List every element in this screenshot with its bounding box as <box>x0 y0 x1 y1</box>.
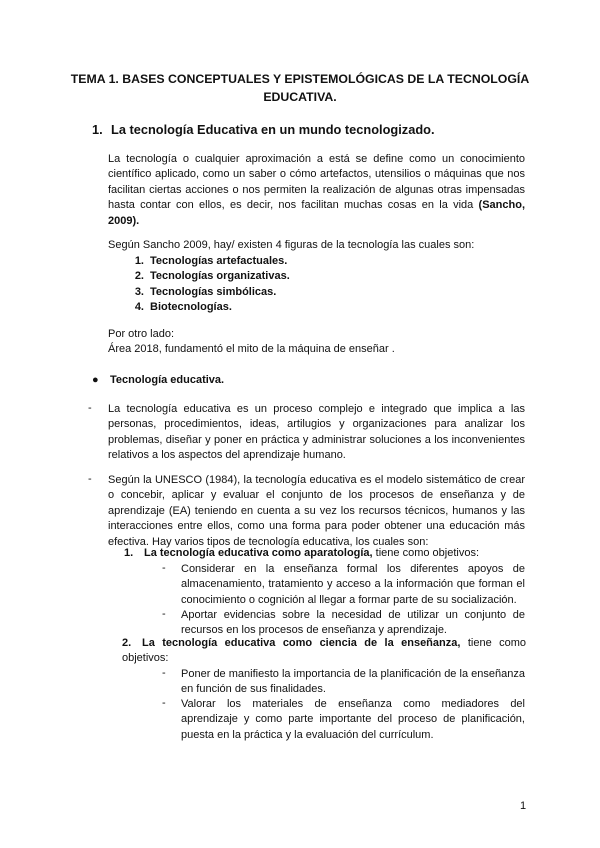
objective-item: Aportar evidencias sobre la necesidad de utilizar un conjunto de recursos en los procesos de enseñanza y aprendizaje. <box>181 609 525 637</box>
type-number: 1. <box>124 547 134 559</box>
list-number: 4. <box>134 301 144 314</box>
list-item-label: Biotecnologías. <box>150 301 232 314</box>
objective-item: Valorar los materiales de enseñanza como mediadores del aprendizaje y como parte importante del proceso de planificación, puesta en la práctica y la evaluación del currículum. <box>181 698 525 741</box>
type-suffix: tiene como objetivos: <box>122 637 526 665</box>
type-heading-1 <box>124 546 524 561</box>
document-title: TEMA 1. BASES CONCEPTUALES Y EPISTEMOLÓGICAS DE LA TECNOLOGÍA EDUCATIVA. <box>70 72 530 104</box>
list-item-label: Tecnologías artefactuales. <box>150 255 288 267</box>
paragraph-area: Área 2018, fundamentó el mito de la máquina de enseñar . <box>108 343 395 355</box>
dash-marker: - <box>162 697 166 709</box>
dash-marker: - <box>88 402 92 414</box>
list-number: 3. <box>134 285 144 298</box>
list-item-label: Tecnologías organizativas. <box>150 270 290 283</box>
type-number: 2. <box>122 637 132 649</box>
dash-marker: - <box>162 608 166 620</box>
list-item <box>120 285 290 300</box>
type-suffix: tiene como objetivos: <box>372 547 480 559</box>
paragraph-figures-intro: Según Sancho 2009, hay/ existen 4 figuras de la tecnología las cuales son: <box>108 239 475 251</box>
paragraph-dash-1: La tecnología educativa es un proceso complejo e integrado que implica a las personas, procedimientos, ideas, artilugios y organizaciones para analizar los problemas, diseñar y poner en práctica y administrar soluciones a los inconvenientes relativos a los aspectos del aprendizaje humano. <box>108 403 525 462</box>
objective-item: Considerar en la enseñanza formal los diferentes apoyos de almacenamiento, tratamiento y acceso a la información que forman el conocimiento o cognición al llegar a formar parte de su socialización. <box>181 563 525 606</box>
dash-marker: - <box>162 562 166 574</box>
list-item <box>120 254 290 269</box>
dash-marker: - <box>88 473 92 485</box>
type-label: La tecnología educativa como ciencia de la enseñanza, <box>142 637 461 649</box>
paragraph-definition <box>108 152 525 229</box>
type-heading-2 <box>122 636 526 667</box>
list-number: 1. <box>134 255 144 267</box>
list-item-label: Tecnologías simbólicas. <box>150 285 277 298</box>
paragraph-otro-lado: Por otro lado: <box>108 328 175 340</box>
section-number: 1. <box>92 122 103 137</box>
bullet-heading-text: Tecnología educativa. <box>110 374 225 386</box>
section-heading-text: La tecnología Educativa en un mundo tecnologizado. <box>111 122 435 137</box>
dash-marker: - <box>162 667 166 679</box>
definition-text: La tecnología o cualquier aproximación a está se define como un conocimiento científico aplicado, como un saber o cómo artefactos, utensilios o máquinas que nos facilitan ciertas acciones o nos permiten la realización de algunas otras impensadas hasta contar con ellos, es decir, nos facilitan muchas cosas en la vida <box>108 153 525 212</box>
list-item <box>120 269 290 284</box>
definition-citation: (Sancho, 2009). <box>108 199 525 227</box>
figures-list <box>120 254 290 316</box>
bullet-dot-icon: ● <box>92 374 99 386</box>
list-number: 2. <box>134 270 144 283</box>
paragraph-dash-2: Según la UNESCO (1984), la tecnología educativa es el modelo sistemático de crear o concebir, aplicar y evaluar el conjunto de los procesos de enseñanza y de aprendizaje (EA) teniendo en cuenta a su vez los recursos técnicos, humanos y las interacciones entre ellos, como una forma para poder obtener una educación más efectiva. Hay varios tipos de tecnología educativa, los cuales son: <box>108 474 525 548</box>
list-item <box>120 300 290 315</box>
objective-item: Poner de manifiesto la importancia de la planificación de la enseñanza en función de sus finalidades. <box>181 668 525 696</box>
page-number: 1 <box>520 800 527 812</box>
type-label: La tecnología educativa como aparatología, <box>144 547 373 559</box>
bullet-heading <box>92 374 224 386</box>
section-heading <box>92 121 435 139</box>
